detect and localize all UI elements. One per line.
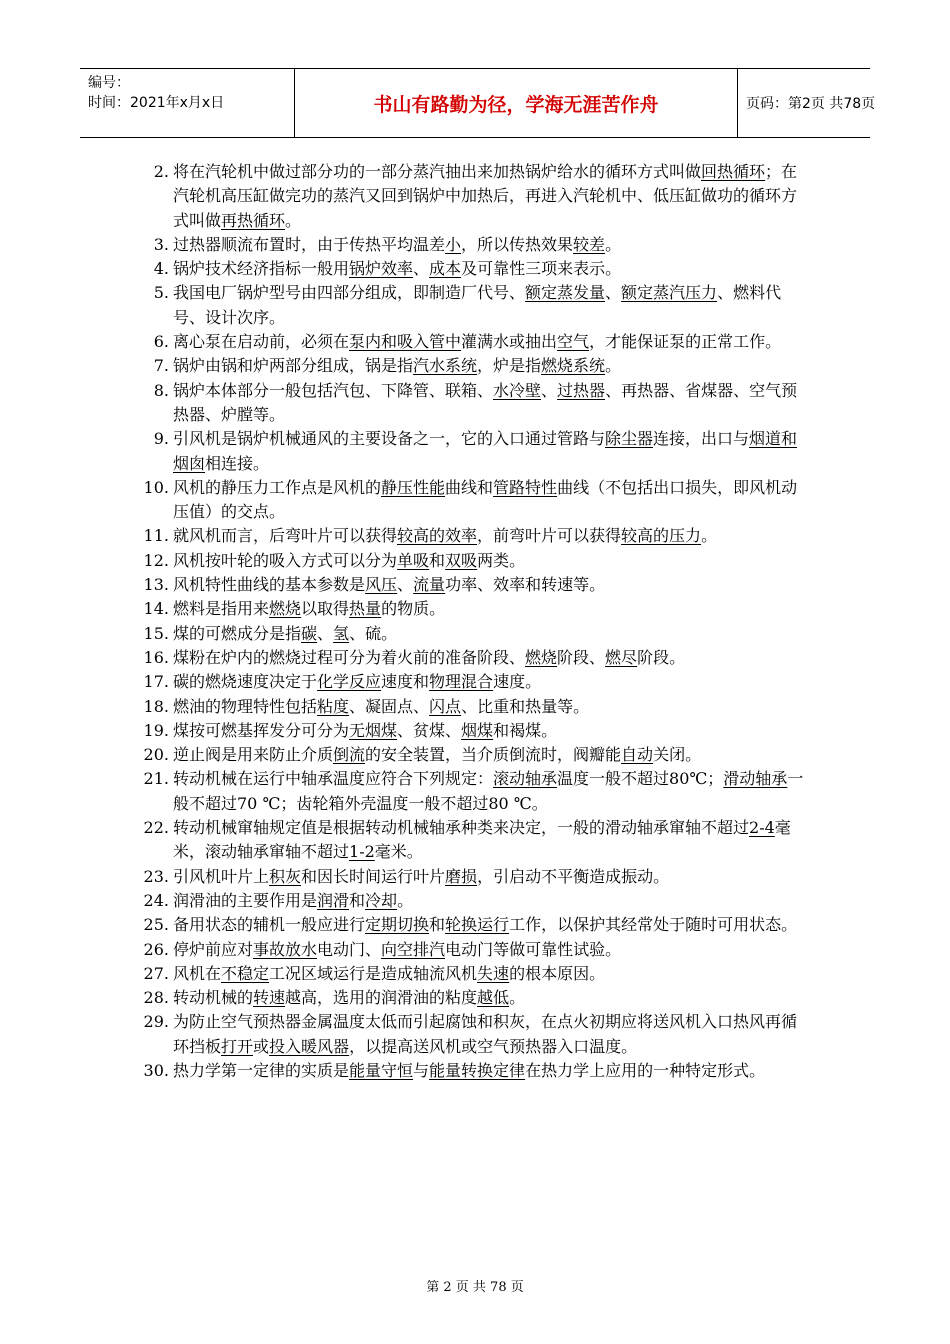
text-segment: 将在汽轮机中做过部分功的一部分蒸汽抽出来加热锅炉给水的循环方式叫做 — [173, 162, 702, 181]
header-page-label: 页码：第2页 共78页 — [746, 96, 876, 112]
list-item — [143, 816, 808, 865]
text-segment: 的物质。 — [381, 599, 446, 619]
item-number: 9. — [153, 429, 169, 449]
item-text — [173, 670, 808, 694]
answer-blank: 锅炉效率 — [349, 259, 414, 279]
text-segment: 煤按可燃基挥发分可分为 — [173, 720, 350, 740]
answer-blank: 风压 — [365, 575, 398, 595]
header-motto-cell — [294, 69, 738, 137]
answer-blank: 额定蒸汽压力 — [621, 283, 718, 303]
text-segment: 或 — [253, 1036, 270, 1056]
answer-blank: 磨损 — [445, 866, 478, 886]
text-segment: ，炉是指 — [477, 356, 542, 376]
text-segment: 热力学第一定律的实质是 — [173, 1060, 350, 1080]
text-segment: 两类。 — [477, 550, 526, 570]
text-segment: 风机在 — [173, 963, 222, 983]
answer-blank: 管路特性 — [493, 477, 558, 497]
text-segment: 电动门等做可靠性试验。 — [445, 939, 622, 959]
text-segment: 和 — [429, 915, 446, 935]
list-item — [143, 476, 808, 525]
list-item — [143, 670, 808, 694]
answer-blank: 事故放水 — [253, 939, 318, 959]
text-segment: 燃油的物理特性包括 — [173, 696, 318, 716]
text-segment: 、 — [413, 259, 430, 279]
text-segment: 和因长时间运行叶片 — [301, 866, 446, 886]
text-segment: 毫米。 — [374, 842, 423, 862]
list-item — [143, 524, 808, 548]
text-segment: 、燃料代号、设计次序。 — [173, 283, 782, 327]
answer-blank: 能量转换定律 — [429, 1060, 526, 1080]
item-text — [173, 1010, 808, 1059]
text-segment: 。 — [509, 988, 526, 1008]
answer-blank: 双吸 — [445, 550, 478, 570]
item-number: 11. — [143, 526, 169, 546]
item-text — [173, 962, 808, 986]
item-number: 17. — [143, 672, 169, 692]
answer-blank: 小 — [445, 234, 462, 254]
list-item — [143, 938, 808, 962]
text-segment: 、 — [605, 283, 622, 303]
item-number: 24. — [143, 890, 169, 910]
answer-blank: 滚动轴承 — [493, 769, 558, 789]
text-segment: 备用状态的辅机一般应进行 — [173, 915, 366, 935]
item-text — [173, 160, 808, 233]
text-segment: 燃料是指用来 — [173, 599, 270, 619]
text-segment: ，引启动不平衡造成振动。 — [477, 866, 670, 886]
item-text — [173, 767, 808, 816]
item-number: 6. — [153, 332, 169, 352]
text-segment: 速度。 — [493, 672, 542, 692]
answer-blank: 泵内和吸入管中 — [349, 332, 462, 352]
text-segment: ，以提高送风机或空气预热器入口温度。 — [349, 1036, 638, 1056]
text-segment: 风机特性曲线的基本参数是 — [173, 575, 366, 595]
header-motto: 书山有路勤为径，学海无涯苦作舟 — [373, 93, 659, 116]
text-segment: 曲线和 — [445, 477, 494, 497]
text-segment: 的根本原因。 — [509, 963, 606, 983]
text-segment: 阶段。 — [637, 647, 686, 667]
item-text — [173, 865, 808, 889]
text-segment: ；在汽轮机高压缸做完功的蒸汽又回到锅炉中加热后，再进入汽轮机中、低压缸做功的循环方式叫做 — [173, 162, 798, 230]
item-number: 12. — [143, 550, 169, 570]
list-item — [143, 889, 808, 913]
item-number: 13. — [143, 575, 169, 595]
answer-blank: 能量守恒 — [349, 1060, 414, 1080]
item-number: 7. — [153, 356, 169, 376]
answer-blank: 燃尽 — [605, 647, 638, 667]
text-segment: 毫米，滚动轴承窜轴不超过 — [173, 818, 791, 862]
item-text — [173, 233, 808, 257]
answer-blank: 倒流 — [333, 745, 366, 765]
answer-blank: 越低 — [477, 988, 510, 1008]
answer-blank: 单吸 — [397, 550, 430, 570]
item-number: 29. — [143, 1012, 169, 1032]
answer-blank: 烟道和烟囱 — [173, 429, 798, 473]
item-number: 28. — [143, 988, 169, 1008]
text-segment: 过热器顺流布置时，由于传热平均温差 — [173, 234, 446, 254]
answer-blank: 1-2 — [349, 842, 375, 862]
text-segment: 关闭。 — [653, 745, 702, 765]
text-segment: 、贫煤、 — [397, 720, 462, 740]
answer-blank: 额定蒸发量 — [525, 283, 606, 303]
answer-blank: 空气 — [557, 332, 590, 352]
item-number: 5. — [153, 283, 169, 303]
answer-blank: 无烟煤 — [349, 720, 398, 740]
text-segment: 速度和 — [381, 672, 430, 692]
item-number: 22. — [143, 818, 169, 838]
answer-blank: 燃烧 — [525, 647, 558, 667]
text-segment: 就风机而言，后弯叶片可以获得 — [173, 526, 398, 546]
text-segment: 灌满水或抽出 — [461, 332, 558, 352]
item-number: 3. — [153, 234, 169, 254]
answer-blank: 冷却 — [365, 890, 398, 910]
item-number: 20. — [143, 745, 169, 765]
text-segment: 逆止阀是用来防止介质 — [173, 745, 334, 765]
list-item — [143, 281, 808, 330]
text-segment: 曲线（不包括出口损失，即风机动压值）的交点。 — [173, 477, 798, 522]
text-segment: 。 — [605, 356, 622, 376]
text-segment: 电动门、 — [317, 939, 382, 959]
text-segment: 、 — [397, 575, 414, 595]
text-segment: 转动机械的 — [173, 988, 254, 1008]
item-text — [173, 281, 808, 330]
answer-blank: 向空排汽 — [381, 939, 446, 959]
text-segment: 停炉前应对 — [173, 939, 254, 959]
answer-blank: 2-4 — [749, 818, 775, 838]
answer-blank: 静压性能 — [381, 477, 446, 497]
item-number: 14. — [143, 599, 169, 619]
item-number: 25. — [143, 915, 169, 935]
answer-blank: 流量 — [413, 575, 446, 595]
text-segment: 我国电厂锅炉型号由四部分组成，即制造厂代号、 — [173, 283, 526, 303]
list-item — [143, 986, 808, 1010]
text-segment: 阶段、 — [557, 647, 606, 667]
answer-blank: 较高的效率 — [397, 526, 478, 546]
answer-blank: 滑动轴承 — [723, 769, 788, 789]
item-text — [173, 597, 808, 621]
item-text — [173, 379, 808, 428]
text-segment: 润滑油的主要作用是 — [173, 890, 318, 910]
list-item — [143, 962, 808, 986]
list-item — [143, 865, 808, 889]
list-item — [143, 1010, 808, 1059]
text-segment: 锅炉技术经济指标一般用 — [173, 259, 350, 279]
item-text — [173, 330, 808, 354]
answer-blank: 粘度 — [317, 696, 350, 716]
text-segment: 越高，选用的润滑油的粘度 — [285, 988, 478, 1008]
text-segment: 转动机械在运行中轴承温度应符合下列规定： — [173, 769, 494, 789]
text-segment: 风机按叶轮的吸入方式可以分为 — [173, 550, 398, 570]
text-segment: ，才能保证泵的正常工作。 — [589, 332, 782, 352]
list-item — [143, 646, 808, 670]
answer-blank: 定期切换 — [365, 915, 430, 935]
item-text — [173, 257, 808, 281]
item-text — [173, 889, 808, 913]
item-text — [173, 1059, 808, 1083]
list-item — [143, 695, 808, 719]
item-number: 4. — [153, 259, 169, 279]
item-text — [173, 622, 808, 646]
answer-blank: 再热循环 — [221, 210, 286, 230]
item-text — [173, 913, 808, 937]
text-segment: 、 — [541, 380, 558, 400]
list-item — [143, 549, 808, 573]
text-segment: 离心泵在启动前，必须在 — [173, 332, 350, 352]
item-text — [173, 573, 808, 597]
item-number: 10. — [143, 477, 169, 497]
item-text — [173, 695, 808, 719]
list-item — [143, 1059, 808, 1083]
answer-blank: 成本 — [429, 259, 462, 279]
text-segment: 和 — [429, 550, 446, 570]
answer-blank: 积灰 — [269, 866, 302, 886]
answer-blank: 失速 — [477, 963, 510, 983]
item-number: 8. — [153, 380, 169, 400]
text-segment: 锅炉本体部分一般包括汽包、下降管、联箱、 — [173, 380, 494, 400]
item-number: 21. — [143, 769, 169, 789]
list-item — [143, 622, 808, 646]
text-segment: 温度一般不超过80℃； — [557, 769, 724, 789]
item-number: 23. — [143, 866, 169, 886]
answer-blank: 燃烧 — [269, 599, 302, 619]
text-segment: 相连接。 — [205, 453, 270, 473]
item-text — [173, 816, 808, 865]
text-segment: 煤粉在炉内的燃烧过程可分为着火前的准备阶段、 — [173, 647, 526, 667]
text-segment: 风机的静压力工作点是风机的 — [173, 477, 382, 497]
list-item — [143, 354, 808, 378]
text-segment: 和 — [349, 890, 366, 910]
text-segment: 。 — [605, 234, 622, 254]
text-segment: 工况区域运行是造成轴流风机 — [269, 963, 478, 983]
answer-blank: 轮换运行 — [445, 915, 510, 935]
answer-blank: 水冷壁 — [493, 380, 542, 400]
answer-blank: 燃烧系统 — [541, 356, 606, 376]
list-item — [143, 233, 808, 257]
answer-blank: 汽水系统 — [413, 356, 478, 376]
list-item — [143, 330, 808, 354]
text-segment: 、凝固点、 — [349, 696, 430, 716]
answer-blank: 过热器 — [557, 380, 606, 400]
text-segment: 引风机是锅炉机械通风的主要设备之一，它的入口通过管路与 — [173, 429, 606, 449]
item-text — [173, 354, 808, 378]
page-footer: 第 2 页 共 78 页 — [426, 1280, 524, 1295]
text-segment: 。 — [701, 526, 718, 546]
list-item — [143, 767, 808, 816]
item-number: 16. — [143, 647, 169, 667]
item-text — [173, 938, 808, 962]
text-segment: 工作，以保护其经常处于随时可用状态。 — [509, 915, 798, 935]
answer-blank: 回热循环 — [701, 162, 766, 181]
answer-blank: 化学反应 — [317, 672, 382, 692]
text-segment: 一般不超过70 ℃；齿轮箱外壳温度一般不超过80 ℃。 — [173, 769, 804, 813]
answer-blank: 烟煤 — [461, 720, 494, 740]
text-segment: 碳的燃烧速度决定于 — [173, 672, 318, 692]
text-segment: 的安全装置，当介质倒流时，阀瓣能 — [365, 745, 622, 765]
text-segment: 功率、效率和转速等。 — [445, 575, 606, 595]
header-info — [88, 73, 288, 133]
item-number: 19. — [143, 720, 169, 740]
list-item — [143, 160, 808, 233]
list-item — [143, 719, 808, 743]
list-item — [143, 573, 808, 597]
item-number: 27. — [143, 963, 169, 983]
answer-blank: 转速 — [253, 988, 286, 1008]
item-number: 26. — [143, 939, 169, 959]
answer-blank: 闪点 — [429, 696, 462, 716]
header-time-label: 时间：2021年x月x日 — [88, 95, 225, 111]
list-item — [143, 913, 808, 937]
text-segment: ，所以传热效果 — [461, 234, 574, 254]
list-item — [143, 743, 808, 767]
text-segment: 和褐煤。 — [493, 720, 558, 740]
item-number: 18. — [143, 696, 169, 716]
text-segment: 锅炉由锅和炉两部分组成，锅是指 — [173, 356, 414, 376]
item-text — [173, 476, 808, 525]
text-segment: 与 — [413, 1060, 430, 1080]
item-number: 2. — [153, 162, 169, 181]
question-list — [143, 160, 808, 1083]
list-item — [143, 379, 808, 428]
text-segment: 、硫。 — [349, 623, 398, 643]
page-header — [80, 68, 876, 138]
text-segment: 在热力学上应用的一种特定形式。 — [525, 1060, 766, 1080]
text-segment: ，前弯叶片可以获得 — [477, 526, 622, 546]
header-number-label: 编号： — [88, 75, 130, 91]
list-item — [143, 427, 808, 476]
answer-blank: 自动 — [621, 745, 654, 765]
answer-blank: 热量 — [349, 599, 382, 619]
text-segment: 、再热器、省煤器、空气预热器、炉膛等。 — [173, 380, 798, 424]
text-segment: 、比重和热量等。 — [461, 696, 590, 716]
text-segment: 、 — [317, 623, 334, 643]
answer-blank: 打开 — [221, 1036, 254, 1056]
answer-blank: 不稳定 — [221, 963, 270, 983]
text-segment: 及可靠性三项来表示。 — [461, 259, 622, 279]
item-number: 15. — [143, 623, 169, 643]
list-item — [143, 257, 808, 281]
answer-blank: 除尘器 — [605, 429, 654, 449]
answer-blank: 碳 — [301, 623, 318, 643]
text-segment: 引风机叶片上 — [173, 866, 270, 886]
item-text — [173, 427, 808, 476]
answer-blank: 氢 — [333, 623, 350, 643]
answer-blank: 润滑 — [317, 890, 350, 910]
answer-blank: 较高的压力 — [621, 526, 702, 546]
text-segment: 。 — [397, 890, 414, 910]
item-text — [173, 646, 808, 670]
item-text — [173, 549, 808, 573]
answer-blank: 较差 — [573, 234, 606, 254]
text-segment: 以取得 — [301, 599, 350, 619]
item-text — [173, 719, 808, 743]
answer-blank: 投入暖风器 — [269, 1036, 350, 1056]
text-segment: 转动机械窜轴规定值是根据转动机械轴承种类来决定，一般的滑动轴承窜轴不超过 — [173, 818, 750, 838]
list-item — [143, 597, 808, 621]
item-text — [173, 743, 808, 767]
answer-blank: 物理混合 — [429, 672, 494, 692]
item-text — [173, 986, 808, 1010]
item-text — [173, 524, 808, 548]
text-segment: 。 — [285, 210, 302, 230]
text-segment: 煤的可燃成分是指 — [173, 623, 302, 643]
text-segment: 为防止空气预热器金属温度太低而引起腐蚀和积灰，在点火初期应将送风机入口热风再循环挡板 — [173, 1012, 798, 1056]
item-number: 30. — [143, 1060, 169, 1080]
text-segment: 连接，出口与 — [653, 429, 750, 449]
